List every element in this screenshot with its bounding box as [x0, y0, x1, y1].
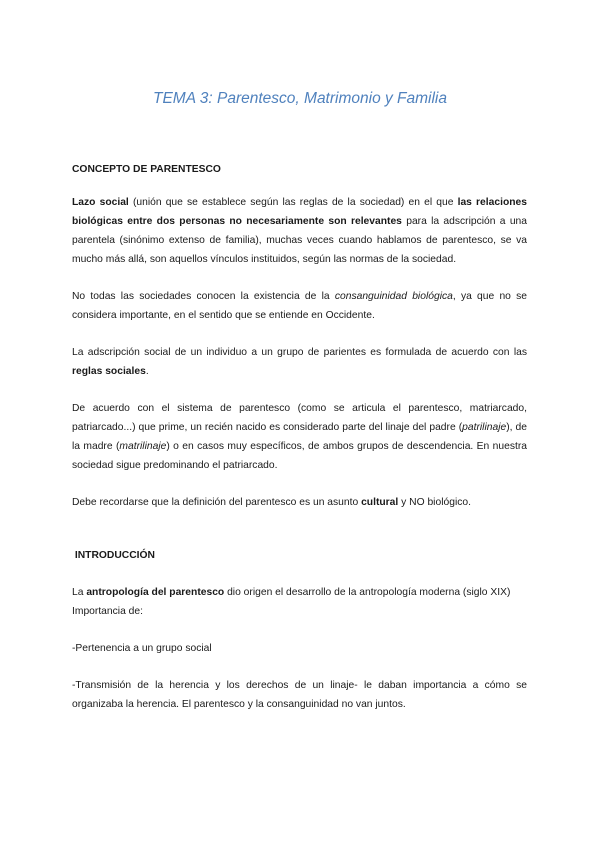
paragraph-cultural: Debe recordarse que la definición del parentesco es un asunto cultural y NO biológico.: [72, 497, 471, 508]
paragraph-antropologia: La antropología del parentesco dio origen el desarrollo de la antropología moderna (siglo XIX): [72, 587, 511, 598]
paragraph-sistema-parentesco: De acuerdo con el sistema de parentesco (como se articula el parentesco, matriarcado, patriarcado...) que prime, un recién nacido es considerado parte del linaje del padre (patrilinaje), de la madre (matrilinaje) o en casos muy específicos, de ambos grupos de descendencia. En nuestra sociedad sigue predominando el patriarcado.: [72, 403, 527, 471]
paragraph-adscripcion: La adscripción social de un individuo a un grupo de parientes es formulada de acuerdo con las reglas sociales.: [72, 347, 527, 377]
paragraph-transmision: -Transmisión de la herencia y los derechos de un linaje- le daban importancia a cómo se organizaba la herencia. El parentesco y la consanguinidad no van juntos.: [72, 680, 527, 710]
document-title: TEMA 3: Parentesco, Matrimonio y Familia: [152, 90, 447, 107]
paragraph-importancia: Importancia de:: [72, 606, 143, 617]
document-body: [72, 160, 527, 714]
paragraph-pertenencia: -Pertenencia a un grupo social: [72, 643, 212, 654]
section-heading-introduccion: INTRODUCCIÓN: [72, 550, 155, 561]
paragraph-lazo-social: Lazo social (unión que se establece según las reglas de la sociedad) en el que las relaciones biológicas entre dos personas no necesariamente son relevantes para la adscripción a una parentela (sinónimo extenso de familia), muchas veces cuando hablamos de parentesco, se va mucho más allá, son aquellos vínculos instituidos, según las normas de la sociedad.: [72, 197, 527, 265]
paragraph-consanguinidad: No todas las sociedades conocen la existencia de la consanguinidad biológica, ya que no se considera importante, en el sentido que se entiende en Occidente.: [72, 291, 528, 321]
section-heading-concepto: CONCEPTO DE PARENTESCO: [72, 164, 221, 175]
